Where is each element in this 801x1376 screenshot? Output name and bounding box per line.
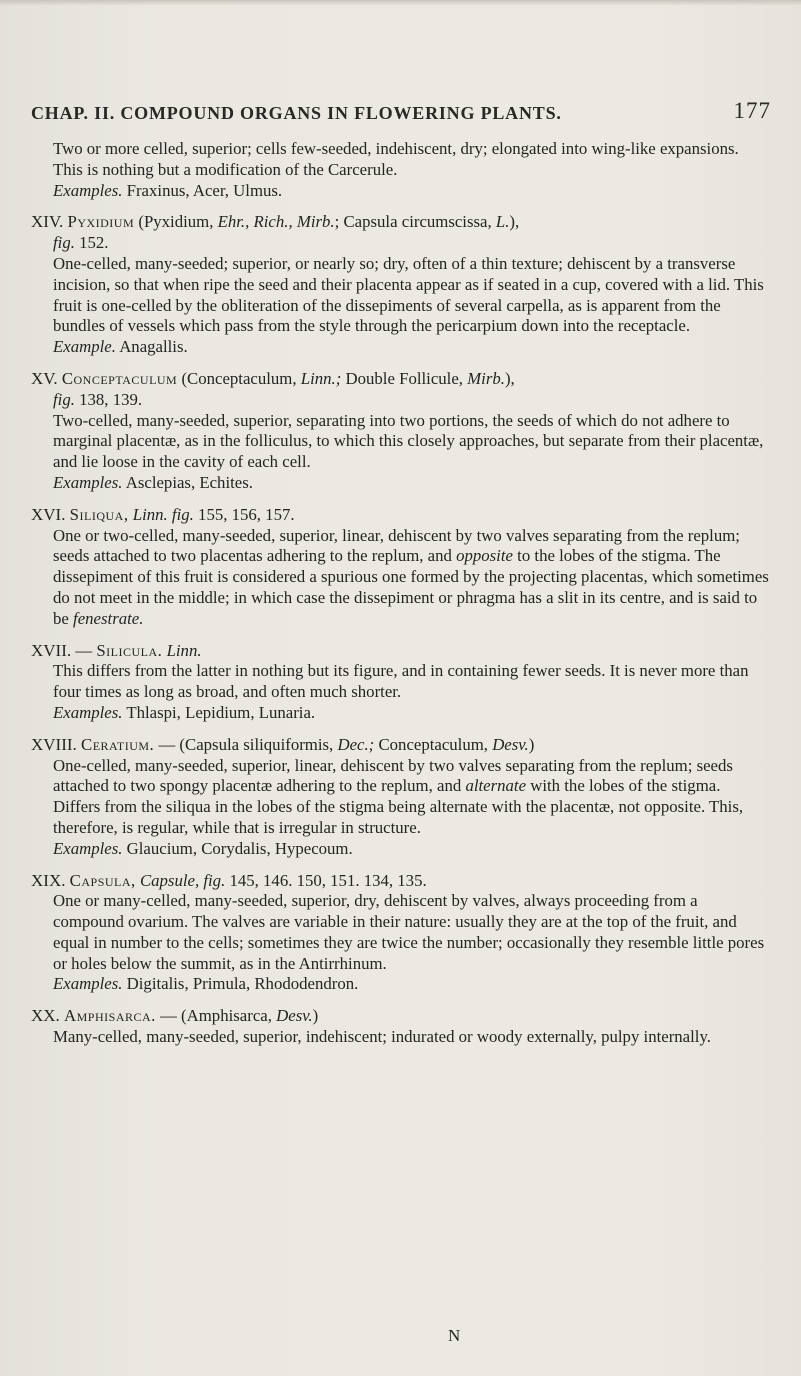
section-examples-xix: Examples. Digitalis, Primula, Rhododendron. [53, 974, 359, 994]
section-examples-xv: Examples. Asclepias, Echites. [53, 472, 253, 492]
page-body [31, 139, 771, 1048]
section-body-xx: Many-celled, many-seeded, superior, indehiscent; indurated or woody externally, pulpy internally. [53, 1027, 711, 1047]
section-body-xvii: This differs from the latter in nothing but its figure, and in containing fewer seeds. It is never more than four times as long as broad, and often much shorter. [53, 661, 749, 702]
section-fig-xv: fig. 138, 139. [53, 389, 143, 409]
section-examples-xviii: Examples. Glaucium, Corydalis, Hypecoum. [53, 838, 353, 858]
section-fig-xiv: fig. 152. [53, 233, 109, 253]
running-header [31, 100, 771, 128]
header-title: CHAP. II. COMPOUND ORGANS IN FLOWERING PLANTS. [31, 103, 562, 123]
section-heading-xvi: XVI. Siliqua, Linn. fig. 155, 156, 157. [31, 504, 295, 524]
section-body-xix: One or many-celled, many-seeded, superior, dry, dehiscent by valves, always proceeding from a compound ovarium. The valves are variable in their nature: usually they are at the top of the fruit, and equal in number to the cells; sometimes they are twice the number; occasionally they resemble little pores or holes below the summit, as in the Antirrhinum. [53, 891, 765, 973]
section-heading-xiv: XIV. Pyxidium (Pyxidium, Ehr., Rich., Mirb.; Capsula circumscissa, L.), [31, 212, 520, 232]
page-edge-shadow [0, 0, 801, 6]
section-body-xviii: One-celled, many-seeded, superior, linear, dehiscent by two valves separating from the replum; seeds attached to two spongy placentæ adhering to the replum, and alternate with the lobes of the stigma. Differs from the siliqua in the lobes of the stigma being alternate with the placentæ, not opposite. This, therefore, is regular, while that is irregular in structure. [53, 755, 744, 837]
section-heading-xx: XX. Amphisarca. — (Amphisarca, Desv.) [31, 1006, 319, 1026]
section-heading-xviii: XVIII. Ceratium. — (Capsula siliquiformis, Dec.; Conceptaculum, Desv.) [31, 734, 535, 754]
section-body-xiv: One-celled, many-seeded; superior, or nearly so; dry, often of a thin texture; dehiscent by a transverse incision, so that when ripe the seed and their placenta appear as if seated in a cup, covered with a lid. This fruit is one-celled by the obliteration of the dissepiments of several carpella, as is apparent from the bundles of vessels which pass from the style through the pericarpium down into the receptacle. [53, 253, 764, 336]
section-examples-xvii: Examples. Thlaspi, Lepidium, Lunaria. [53, 702, 316, 722]
section-heading-xv: XV. Conceptaculum (Conceptaculum, Linn.; Double Follicule, Mirb.), [31, 368, 515, 388]
section-body-xvi: One or two-celled, many-seeded, superior, linear, dehiscent by two valves separating from the replum; seeds attached to two placentas adhering to the replum, and opposite to the lobes of the stigma. The dissepiment of this fruit is considered a spurious one formed by the projecting placentas, which sometimes do not meet in the middle; in which case the dissepiment or phragma has a slit in its centre, and is said to be fenestrate. [53, 525, 769, 628]
signature-mark: N [448, 1326, 462, 1345]
intro-examples: Examples. Fraxinus, Acer, Ulmus. [53, 180, 283, 200]
section-heading-xix: XIX. Capsula, Capsule, fig. 145, 146. 150, 151. 134, 135. [31, 870, 427, 890]
section-examples-xiv: Example. Anagallis. [53, 337, 188, 357]
section-body-xv: Two-celled, many-seeded, superior, separating into two portions, the seeds of which do not adhere to marginal placentæ, as in the folliculus, to which this closely approaches, but separate from their placentæ, and lie loose in the cavity of each cell. [53, 410, 764, 472]
page-number: 177 [733, 98, 771, 123]
intro-paragraph: Two or more celled, superior; cells few-seeded, indehiscent, dry; elongated into wing-like expansions. This is nothing but a modification of the Carcerule. [53, 139, 739, 179]
section-heading-xvii: XVII. — Silicula. Linn. [31, 640, 202, 660]
